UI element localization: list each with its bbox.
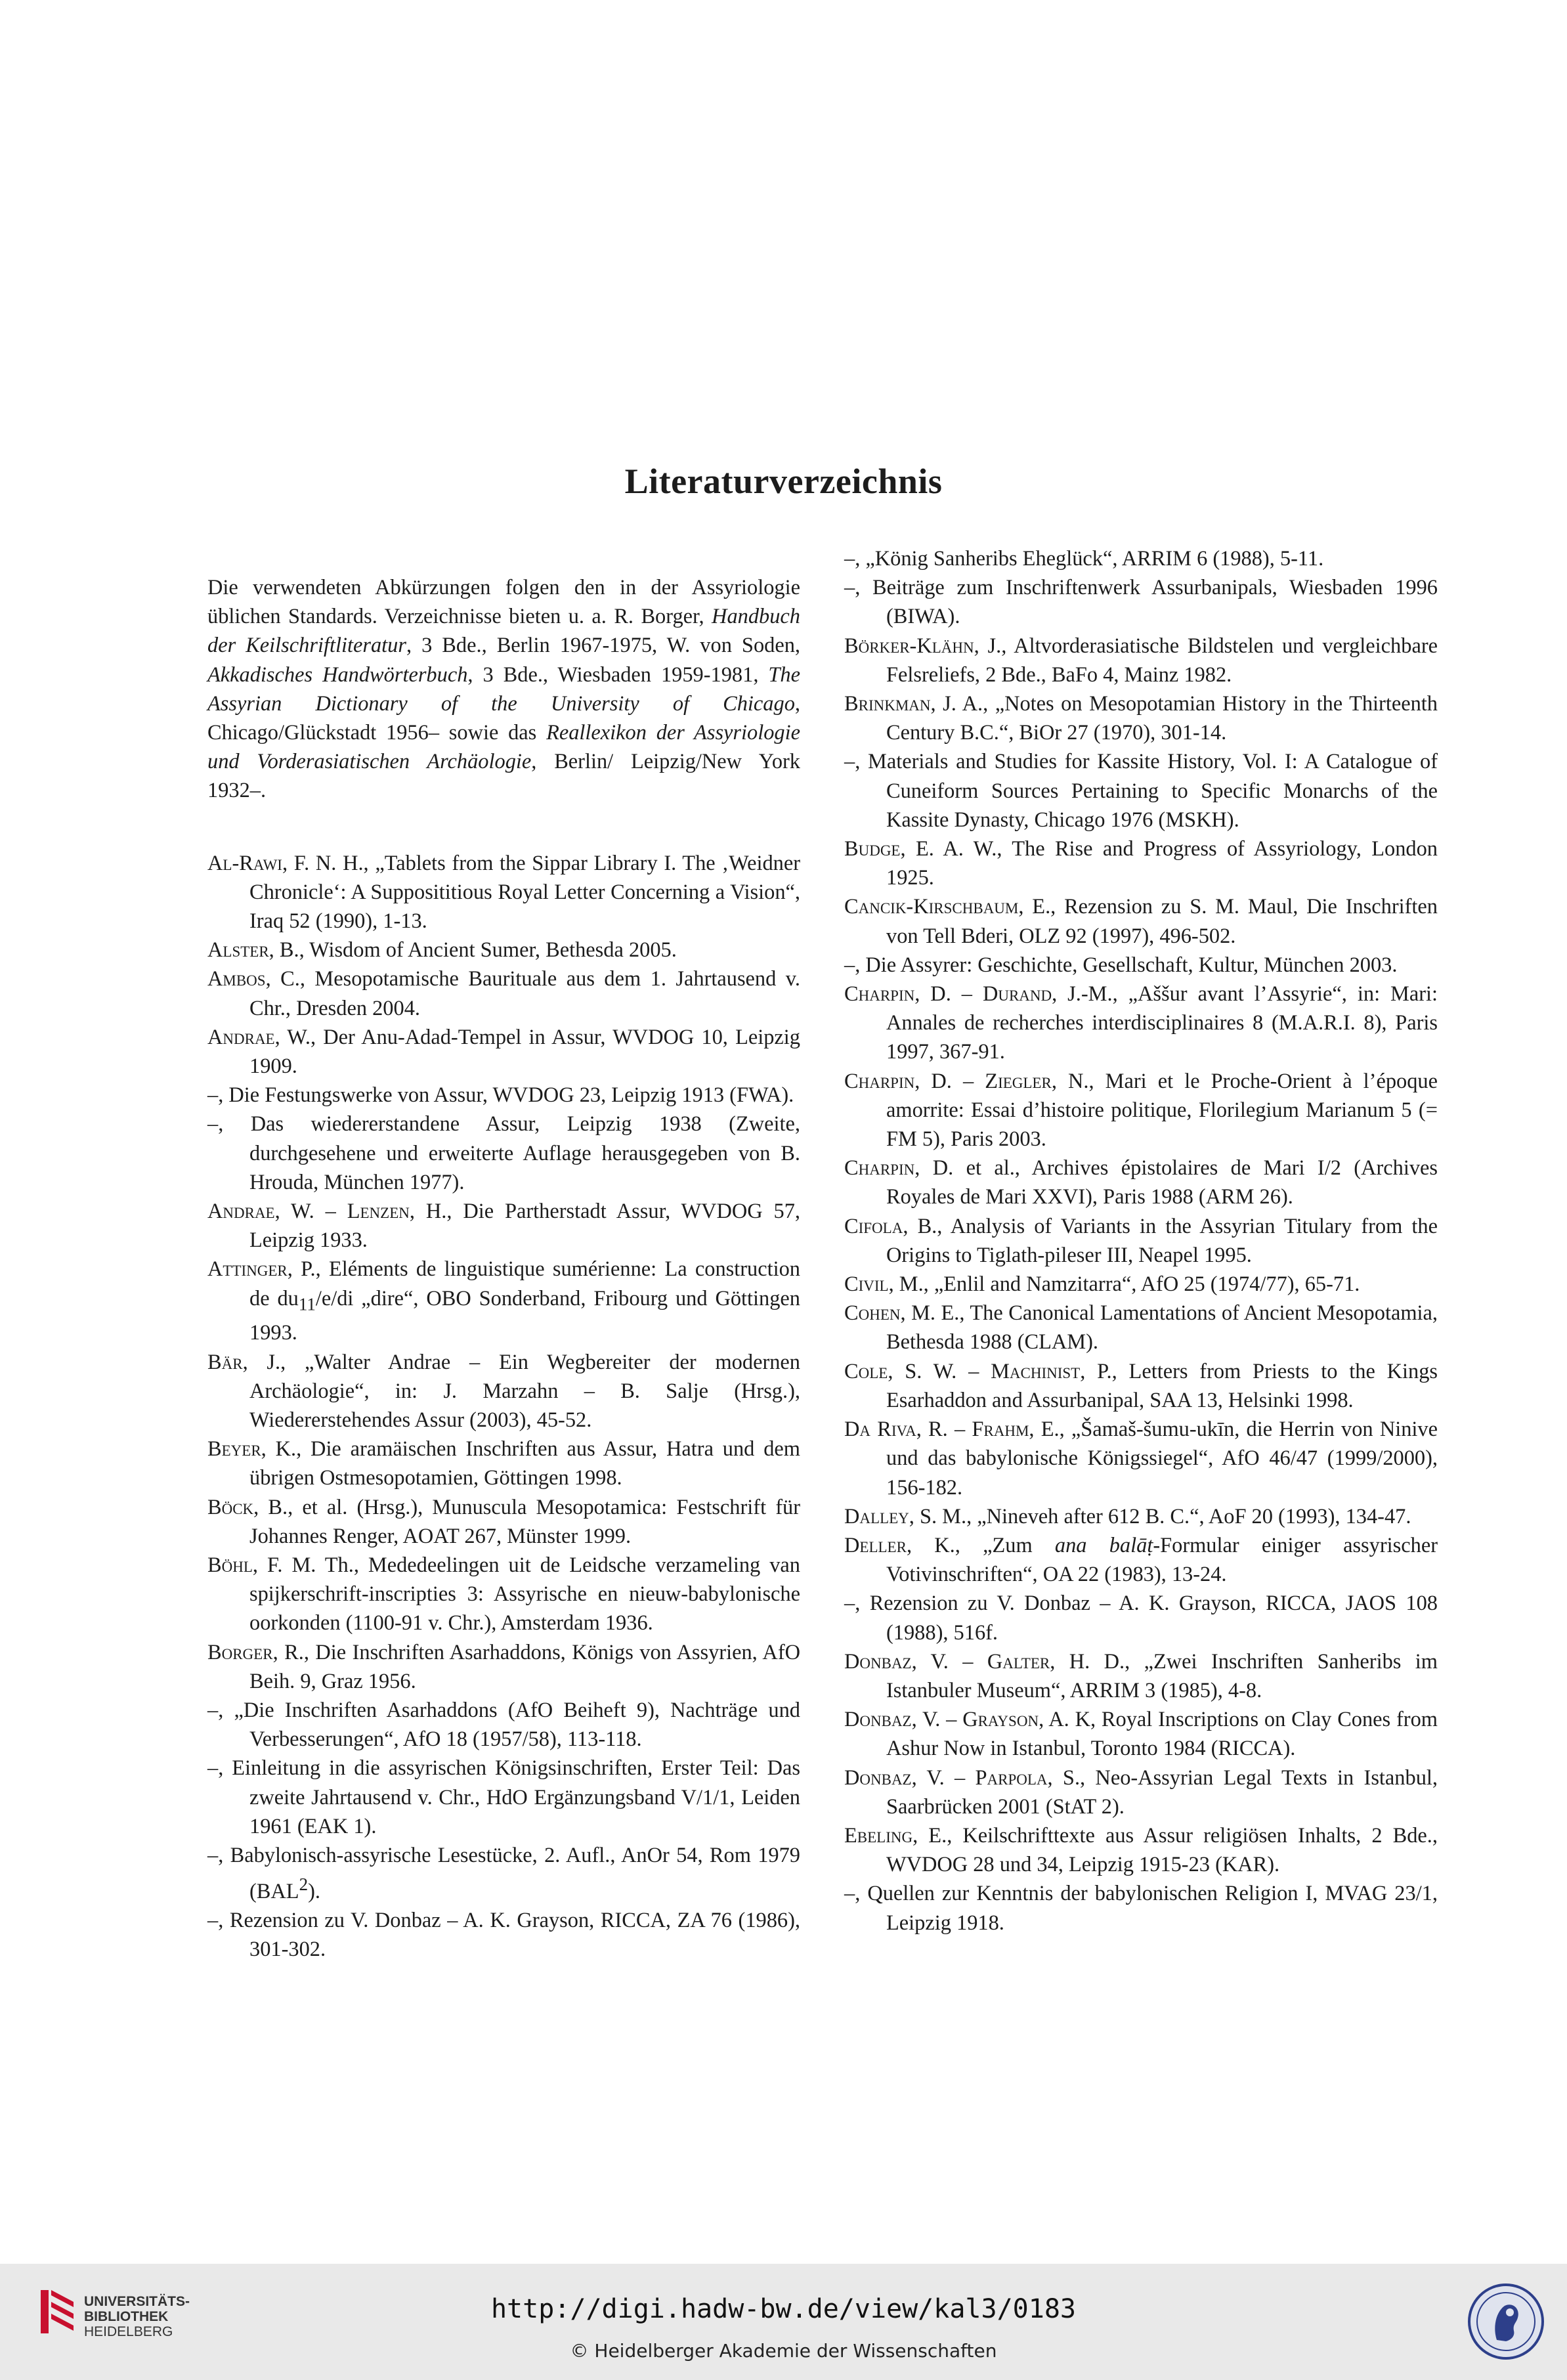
entry-author: Ebeling [844,1823,913,1848]
entry-text: , D. et al., Archives épistolaires de Mari I/2 (Archives Royales de Mari XXVI), Paris 1988 (ARM 26). [886,1156,1438,1209]
entry-text: , V. – [911,1708,963,1732]
bibliography-list-left [207,849,800,1964]
entry-author: Frahm [972,1417,1029,1442]
entry-text: , E., Rezension zu S. M. Maul, Die Inschriften von Tell Bderi, OLZ 92 (1997), 496-502. [886,895,1438,948]
entry-author: Ziegler [985,1069,1052,1093]
entry-text: , J., Altvorderasiatische Bildstelen und vergleichbare Felsreliefs, 2 Bde., BaFo 4, Mainz 1982. [886,634,1438,687]
bibliography-entry [844,1212,1438,1270]
intro-text: Die verwendeten Abkürzungen folgen den in der Assyriologie üblichen Standards. Verzeichnisse bieten u. a. R. Borger, [207,576,800,629]
entry-author: Grayson [962,1708,1039,1732]
academy-seal-icon[interactable] [1467,2282,1545,2361]
entry-text: , M., „Enlil and Namzitarra“, AfO 25 (1974/77), 65-71. [888,1272,1360,1297]
bibliography-entry [844,632,1438,689]
entry-text: –, Quellen zur Kenntnis der babylonischen Religion I, MVAG 23/1, Leipzig 1918. [844,1882,1438,1935]
bibliography-entry [207,1906,800,1964]
bibliography-entry [844,1415,1438,1502]
bibliography-entry [844,1879,1438,1937]
entry-author: Cohen [844,1301,901,1326]
bibliography-entry [207,1551,800,1638]
bibliography-entry [207,1493,800,1551]
entry-text: , D. – [914,982,983,1006]
bibliography-entry [207,1197,800,1255]
entry-text: , K., „Zum [906,1533,1055,1557]
entry-text: , K., Die aramäischen Inschriften aus Assur, Hatra und dem übrigen Ostmesopotamien, Göttingen 1998. [249,1437,800,1490]
entry-text: –, Materials and Studies for Kassite History, Vol. I: A Catalogue of Cuneiform Sources Pertaining to Specific Monarchs of the Kassite Dynasty, Chicago 1976 (MSKH). [844,750,1438,832]
copyright-notice: © Heidelberger Akademie der Wissenschaften [570,2340,997,2362]
entry-author: Charpin [844,1069,915,1093]
entry-text: –, „König Sanheribs Eheglück“, ARRIM 6 (1988), 5-11. [844,547,1324,571]
entry-author: Bär [207,1350,243,1374]
entry-text: , V. – [911,1649,987,1674]
entry-author: Attinger [207,1257,288,1282]
right-column [844,544,1438,1937]
entry-text: –, Beiträge zum Inschriftenwerk Assurbanipals, Wiesbaden 1996 (BIWA). [844,576,1438,629]
entry-author: Al-Rawi [207,851,282,875]
bibliography-entry [207,1110,800,1197]
bibliography-entry [207,849,800,936]
entry-text: –, „Die Inschriften Asarhaddons (AfO Beiheft 9), Nachträge und Verbesserungen“, AfO 18 (1957/58), 113-118. [207,1698,800,1752]
logo-line: HEIDELBERG [84,2324,173,2339]
intro-italic: Reallexikon der Assyriologie und Vorderasiatischen Archäologie [207,721,800,774]
bibliography-entry [844,951,1438,980]
bibliography-entry [844,1154,1438,1211]
entry-author: Durand [982,982,1052,1006]
bibliography-list-right [844,544,1438,1937]
bibliography-entry [844,1357,1438,1415]
entry-text: , A. K, Royal Inscriptions on Clay Cones from Ashur Now in Istanbul, Toronto 1984 (RICCA). [886,1708,1438,1761]
footer-bar [0,2264,1567,2380]
entry-author: Andrae [207,1025,275,1049]
bibliography-entry [844,747,1438,834]
intro-italic: The Assyrian Dictionary of the University of Chicago [207,662,800,716]
entry-text: –, Das wiedererstandene Assur, Leipzig 1938 (Zweite, durchgesehene und erweiterte Auflage herausgegeben von B. Hrouda, München 1977). [207,1112,800,1194]
entry-author: Cancik-Kirschbaum [844,895,1019,919]
bibliography-entry [207,1435,800,1492]
entry-author: Budge [844,837,901,861]
entry-author: Cifola [844,1214,903,1238]
entry-author: Parpola [975,1765,1048,1790]
entry-author: Charpin [844,1156,915,1180]
entry-text: , E. A. W., The Rise and Progress of Assyriology, London 1925. [886,837,1438,890]
entry-text: , C., Mesopotamische Baurituale aus dem 1. Jahrtausend v. Chr., Dresden 2004. [249,967,800,1020]
bibliography-entry [207,1754,800,1841]
intro-text: , Berlin/ Leipzig/New York 1932–. [207,750,801,803]
entry-text: , S. W. – [888,1359,991,1383]
logo-line: UNIVERSITÄTS- [84,2294,190,2309]
bibliography-entry [207,1255,800,1347]
entry-text: , E., „Šamaš-šumu-ukīn, die Herrin von Ninive und das babylonische Königssiegel“, AfO 46/47 (1999/2000), 156-182. [886,1417,1438,1500]
entry-author: Cole [844,1359,888,1383]
entry-text: –, Babylonisch-assyrische Lesestücke, 2. Aufl., AnOr 54, Rom 1979 (BAL [207,1844,800,1903]
intro-text: , Chicago/Glückstadt 1956– sowie das [207,691,800,745]
bibliography-entry [844,1763,1438,1821]
bibliography-entry [207,1348,800,1435]
entry-subscript: 11 [298,1294,316,1314]
entry-text: , B., Analysis of Variants in the Assyrian Titulary from the Origins to Tiglath-pileser III, Neapel 1995. [886,1214,1438,1267]
entry-text: , R., Die Inschriften Asarhaddons, Königs von Assyrien, AfO Beih. 9, Graz 1956. [249,1640,800,1693]
entry-text: ). [308,1880,320,1903]
entry-author: Böck [207,1495,254,1519]
bibliography-entry [207,1841,800,1906]
entry-text: , B., Wisdom of Ancient Sumer, Bethesda 2005. [268,938,677,963]
entry-author: Da Riva [844,1417,916,1442]
intro-paragraph [207,573,800,806]
entry-text: , S. M., „Nineveh after 612 B. C.“, AoF 20 (1993), 134-47. [909,1504,1411,1528]
bibliography-entry [844,1821,1438,1879]
entry-text: , E., Keilschrifttexte aus Assur religiösen Inhalts, 2 Bde., WVDOG 28 und 34, Leipzig 1915-23 (KAR). [886,1823,1438,1877]
entry-text: , H. D., „Zwei Inschriften Sanheribs im Istanbuler Museum“, ARRIM 3 (1985), 4-8. [886,1649,1438,1702]
entry-author: Lenzen [347,1200,410,1224]
bibliography-entry [207,1023,800,1081]
entry-author: Deller [844,1533,907,1557]
entry-text: –, Einleitung in die assyrischen Königsinschriften, Erster Teil: Das zweite Jahrtausend v. Chr., HdO Ergänzungsband V/1/1, Leiden 1961 (EAK 1). [207,1756,800,1838]
entry-text: /e/di „dire“, OBO Sonderband, Fribourg und Göttingen 1993. [249,1286,800,1345]
page-title: Literaturverzeichnis [624,462,943,501]
entry-italic: ana balāṭ [1054,1533,1153,1557]
entry-text: , V. – [911,1765,976,1790]
entry-author: Brinkman [844,692,931,716]
entry-text: –, Rezension zu V. Donbaz – A. K. Grayson, RICCA, ZA 76 (1986), 301-302. [207,1909,800,1962]
entry-text: –, Die Festungswerke von Assur, WVDOG 23, Leipzig 1913 (FWA). [207,1083,794,1108]
entry-text: –, Rezension zu V. Donbaz – A. K. Grayson, RICCA, JAOS 108 (1988), 516f. [844,1591,1438,1645]
intro-italic: Akkadisches Handwörterbuch [207,662,468,687]
entry-author: Donbaz [844,1708,912,1732]
bibliography-entry [207,1081,800,1110]
entry-author: Donbaz [844,1765,912,1790]
bibliography-entry [844,1067,1438,1154]
entry-text: , J., „Walter Andrae – Ein Wegbereiter der modernen Archäologie“, in: J. Marzahn – B. Salje (Hrsg.), Wiedererstehendes Assur (2003), 45-52. [242,1350,800,1432]
bibliography-entry [207,964,800,1022]
intro-text: , 3 Bde., Berlin 1967-1975, W. von Soden, [406,634,800,658]
bibliography-entry [844,1647,1438,1705]
entry-text: , F. M. Th., Mededeelingen uit de Leidsche verzameling van spijkerschrift-inscripties 3: Assyrische en nieuw-babylonische oorkonden (1100-91 v. Chr.), Amsterdam 1936. [249,1553,800,1635]
entry-text: , R. – [916,1417,972,1442]
entry-author: Andrae [207,1200,275,1224]
entry-author: Civil [844,1272,889,1297]
entry-text: , W. – [274,1200,347,1224]
entry-text: , M. E., The Canonical Lamentations of Ancient Mesopotamia, Bethesda 1988 (CLAM). [886,1301,1438,1354]
entry-text: , D. – [914,1069,985,1093]
entry-text: , J.-M., „Aššur avant l’Assyrie“, in: Mari: Annales de recherches interdisciplinaires 8 (M.A.R.I. 8), Paris 1997, 367-91. [886,982,1438,1064]
entry-author: Charpin [844,982,915,1006]
entry-text: , P., Letters from Priests to the Kings Esarhaddon and Assurbanipal, SAA 13, Helsinki 1998. [886,1359,1438,1412]
entry-author: Galter [987,1649,1050,1674]
entry-text: , N., Mari et le Proche-Orient à l’époque amorrite: Essai d’histoire politique, Florilegium Marianum 5 (= FM 5), Paris 2003. [886,1069,1438,1152]
bibliography-entry [844,1705,1438,1763]
entry-author: Donbaz [844,1649,912,1674]
bibliography-entry [844,544,1438,573]
bibliography-entry [844,892,1438,950]
entry-text: , J. A., „Notes on Mesopotamian History in the Thirteenth Century B.C.“, BiOr 27 (1970), 301-14. [886,692,1438,745]
entry-text: , B., et al. (Hrsg.), Munuscula Mesopotamica: Festschrift für Johannes Renger, AOAT 267, Münster 1999. [249,1495,800,1548]
entry-superscript: 2 [299,1874,309,1895]
bibliography-entry [207,1696,800,1754]
bibliography-entry [207,1638,800,1696]
intro-text: , 3 Bde., Wiesbaden 1959-1981, [467,662,769,687]
bibliography-entry [207,936,800,964]
entry-author: Börker-Klähn [844,634,974,658]
entry-author: Ambos [207,967,266,991]
bibliography-entry [844,1502,1438,1531]
left-column [207,573,800,1964]
permalink-url[interactable]: http://digi.hadw-bw.de/view/kal3/0183 [490,2294,1077,2324]
bibliography-entry [844,1531,1438,1589]
entry-text: , S., Neo-Assyrian Legal Texts in Istanbul, Saarbrücken 2001 (StAT 2). [886,1765,1438,1819]
entry-text: -Formular einiger assyrischer Votivinschriften“, OA 22 (1983), 13-24. [886,1533,1438,1587]
entry-author: Böhl [207,1553,253,1577]
logo-line: BIBLIOTHEK [84,2309,169,2324]
bibliography-entry [844,1299,1438,1356]
bibliography-entry [844,980,1438,1067]
bibliography-entry [844,1589,1438,1647]
entry-author: Alster [207,938,269,963]
entry-text: , F. N. H., „Tablets from the Sippar Library I. The ‚Weidner Chronicle‘: A Supposititious Royal Letter Concerning a Vision“, Iraq 52 (1990), 1-13. [249,851,800,934]
bibliography-entry [844,573,1438,631]
entry-author: Dalley [844,1504,909,1528]
bibliography-entry [844,834,1438,892]
bibliography-entry [844,1270,1438,1299]
entry-author: Borger [207,1640,273,1664]
entry-text: , H., Die Partherstadt Assur, WVDOG 57, Leipzig 1933. [249,1200,800,1253]
entry-text: , P., Eléments de linguistique sumérienne: La construction de du [249,1257,800,1310]
entry-author: Beyer [207,1437,261,1461]
entry-text: , W., Der Anu-Adad-Tempel in Assur, WVDOG 10, Leipzig 1909. [249,1025,800,1079]
entry-text: –, Die Assyrer: Geschichte, Gesellschaft, Kultur, München 2003. [844,953,1398,977]
entry-author: Machinist [991,1359,1081,1383]
intro-italic: Handbuch der Keilschriftliteratur [207,605,800,658]
bibliography-entry [844,689,1438,747]
